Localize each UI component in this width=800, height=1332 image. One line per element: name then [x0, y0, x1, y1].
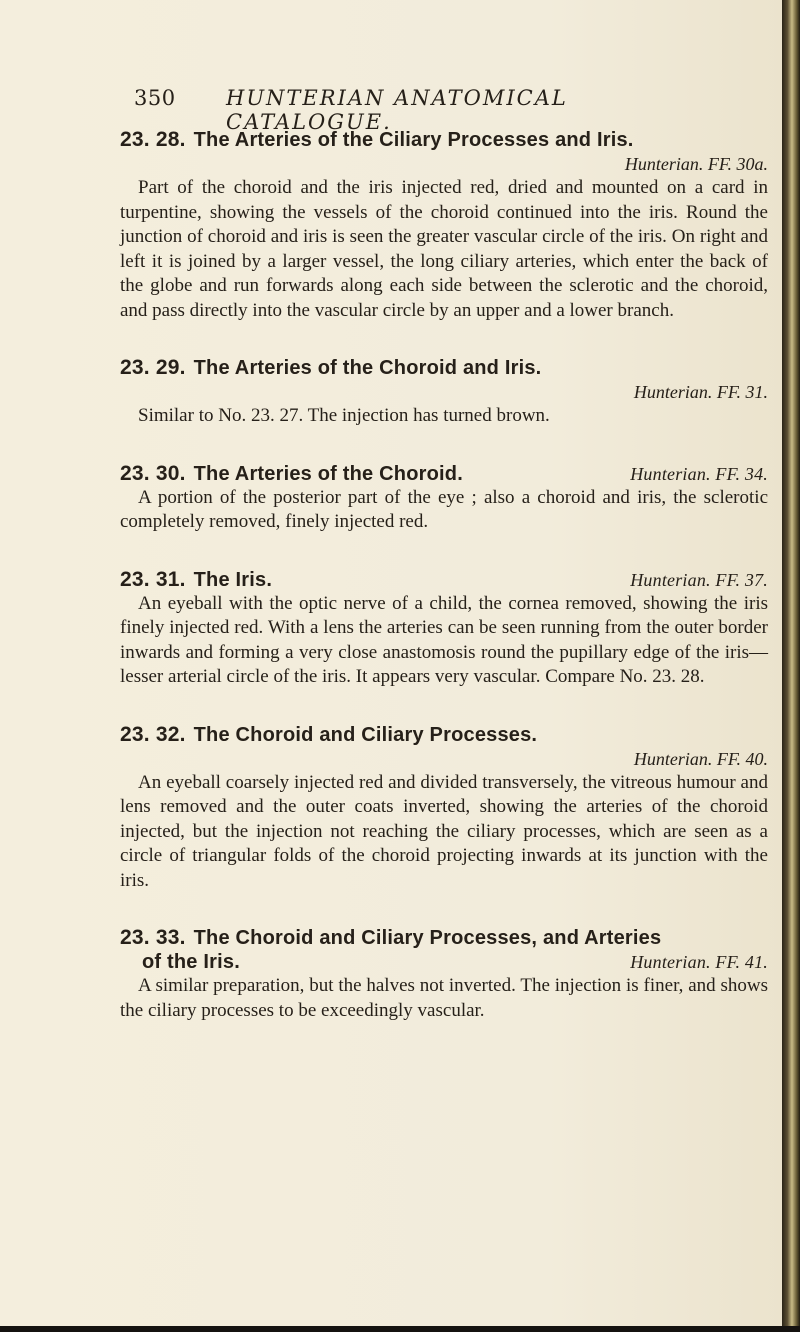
- entry-number: 23. 28.: [120, 128, 186, 151]
- book-spine-edge: [782, 0, 800, 1332]
- entry-number: 23. 29.: [120, 356, 186, 379]
- entry-23-30: [120, 462, 768, 535]
- entry-title: The Choroid and Ciliary Processes, and Arteries: [193, 927, 662, 949]
- entry-heading: [120, 128, 768, 152]
- entry-title: The Arteries of the Ciliary Processes and Iris.: [193, 129, 634, 151]
- entry-23-28: [120, 128, 768, 323]
- running-title: HUNTERIAN ANATOMICAL CATALOGUE.: [226, 86, 568, 134]
- entry-number: 23. 31.: [120, 567, 186, 591]
- entry-title: The Arteries of the Choroid and Iris.: [193, 357, 542, 379]
- entry-number: 23. 32.: [120, 722, 186, 746]
- page-number: 350: [134, 86, 176, 110]
- entry-title: The Arteries of the Choroid.: [193, 462, 463, 485]
- entry-heading: [120, 356, 768, 380]
- entry-heading: [120, 723, 768, 747]
- entry-number: 23. 30.: [120, 461, 186, 485]
- entry-heading: [120, 462, 768, 486]
- entry-body: Part of the choroid and the iris injected red, dried and mounted on a card in turpentine, showing the vessels of the choroid continued into the iris. Round the junction of choroid and iris is seen the greater vascular circle of the iris. On right and left it is joined by a larger vessel, the long ciliary arteries, which enter the back of the globe and run forwards along each side between the sclerotic and the choroid, and pass directly into the vascular circle by an upper and a lower branch.: [120, 177, 768, 321]
- entry-reference: Hunterian. FF. 34.: [630, 463, 768, 484]
- catalogue-content: [120, 128, 768, 1056]
- entry-23-29: [120, 356, 768, 429]
- entry-reference: Hunterian. FF. 37.: [630, 569, 768, 590]
- page-bottom-edge: [0, 1326, 800, 1332]
- entry-body: A portion of the posterior part of the eye ; also a choroid and iris, the sclerotic completely removed, finely injected red.: [120, 486, 768, 532]
- entry-body: An eyeball with the optic nerve of a child, the cornea removed, showing the iris finely injected red. With a lens the arteries can be seen running from the outer border inwards and forming a very close anastomosis round the pupillary edge of the iris—lesser arterial circle of the iris. It appears very vascular. Compare No. 23. 28.: [120, 592, 768, 687]
- entry-title: The Iris.: [193, 568, 273, 591]
- entry-reference: Hunterian. FF. 40.: [633, 748, 768, 769]
- entry-heading: [120, 926, 768, 950]
- entry-reference: Hunterian. FF. 31.: [633, 382, 768, 402]
- entry-number: 23. 33.: [120, 926, 186, 949]
- entry-23-33: [120, 926, 768, 1023]
- entry-reference: Hunterian. FF. 41.: [630, 952, 768, 972]
- entry-23-32: [120, 723, 768, 894]
- entry-heading-continued: [120, 950, 768, 974]
- entry-reference: Hunterian. FF. 30a.: [624, 154, 768, 174]
- entry-title-continued: of the Iris.: [142, 951, 240, 973]
- entry-heading: [120, 568, 768, 592]
- entry-body: Similar to No. 23. 27. The injection has turned brown.: [138, 405, 550, 426]
- entry-body: An eyeball coarsely injected red and divided transversely, the vitreous humour and lens removed and the outer coats inverted, showing the arteries of the choroid injected, but the injection not reaching the ciliary processes, which are seen as a circle of triangular folds of the choroid projecting inwards at its junction with the iris.: [120, 771, 768, 891]
- entry-23-31: [120, 568, 768, 690]
- entry-title: The Choroid and Ciliary Processes.: [193, 723, 538, 746]
- entry-body: A similar preparation, but the halves not inverted. The injection is finer, and shows the ciliary processes to be exceedingly vascular.: [120, 975, 768, 1021]
